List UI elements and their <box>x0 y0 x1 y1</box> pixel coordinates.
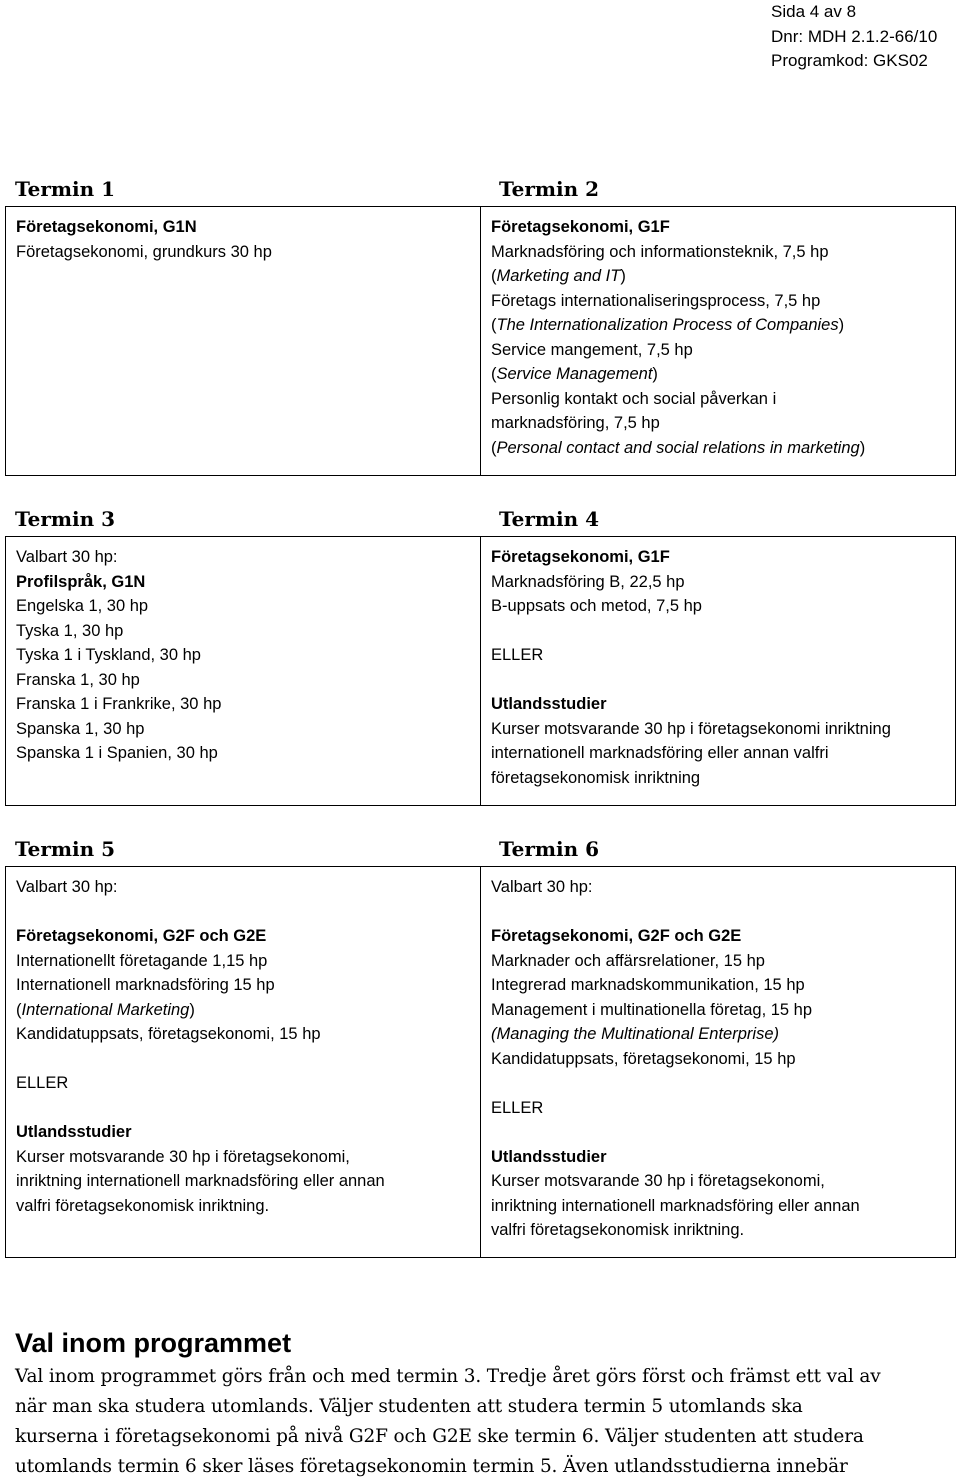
term-4-cell <box>491 545 953 790</box>
column-divider <box>480 867 481 1257</box>
paragraph-line: när man ska studera utomlands. Väljer studenten att studera termin 5 utomlands ska <box>15 1396 803 1417</box>
course-level: Företagsekonomi, G2F och G2E <box>491 927 742 945</box>
document-header <box>771 0 960 70</box>
course-line: Integrerad marknadskommunikation, 15 hp <box>491 976 805 994</box>
paragraph-line: utomlands termin 6 sker läses företagsekonomin termin 5. Även utlandsstudierna innebär <box>15 1456 848 1477</box>
term-1-2-table <box>5 206 956 476</box>
course-line: valfri företagsekonomisk inriktning. <box>16 1196 270 1215</box>
course-line: Kurser motsvarande 30 hp i företagsekonomi inriktning <box>491 719 891 738</box>
course-english-name: (The Internationalization Process of Companies) <box>491 316 845 334</box>
course-line: Engelska 1, 30 hp <box>16 597 149 615</box>
elective-label: Valbart 30 hp: <box>491 878 593 896</box>
study-abroad-heading: Utlandsstudier <box>491 1147 607 1166</box>
course-line: Tyska 1 i Tyskland, 30 hp <box>16 646 201 664</box>
course-english-name: (International Marketing) <box>16 1000 195 1019</box>
section-heading: Val inom programmet <box>15 1328 292 1358</box>
course-line: Marknadsföring och informationsteknik, 7,5 hp <box>491 242 829 261</box>
course-line: internationell marknadsföring eller annan valfri <box>491 744 829 762</box>
course-level: Företagsekonomi, G1F <box>491 218 670 236</box>
paragraph-line: kurserna i företagsekonomi på nivå G2F och G2E ske termin 6. Väljer studenten att studera <box>15 1426 864 1447</box>
or-separator: ELLER <box>491 1098 544 1117</box>
section-body <box>15 1362 953 1482</box>
term-3-cell <box>16 545 471 766</box>
course-line: marknadsföring, 7,5 hp <box>491 414 660 432</box>
course-line: Franska 1, 30 hp <box>16 670 140 689</box>
term-1-cell <box>16 215 471 264</box>
course-line: Marknadsföring B, 22,5 hp <box>491 572 685 591</box>
term-3-4-table <box>5 536 956 806</box>
course-english-name: (Managing the Multinational Enterprise) <box>491 1025 779 1043</box>
course-line: Företagsekonomi, grundkurs 30 hp <box>16 242 272 261</box>
study-abroad-heading: Utlandsstudier <box>491 695 607 713</box>
course-line: Management i multinationella företag, 15 hp <box>491 1000 813 1019</box>
term-5-6-table <box>5 866 956 1258</box>
course-english-name: (Personal contact and social relations in marketing) <box>491 438 866 457</box>
course-english-name: (Service Management) <box>491 365 658 383</box>
course-line: inriktning internationell marknadsföring eller annan <box>16 1172 385 1190</box>
elective-label: Valbart 30 hp: <box>16 548 118 566</box>
term-6-heading: Termin 6 <box>499 837 600 861</box>
course-line: Kurser motsvarande 30 hp i företagsekonomi, <box>491 1172 825 1190</box>
course-line: Service mangement, 7,5 hp <box>491 340 693 359</box>
course-line: B-uppsats och metod, 7,5 hp <box>491 597 702 615</box>
term-6-cell <box>491 875 953 1243</box>
course-level: Företagsekonomi, G2F och G2E <box>16 927 267 945</box>
column-divider <box>480 207 481 475</box>
course-english-name: (Marketing and IT) <box>491 267 626 285</box>
course-line: Spanska 1, 30 hp <box>16 719 145 738</box>
term-5-cell <box>16 875 471 1218</box>
term-1-heading: Termin 1 <box>15 177 116 201</box>
term-2-cell <box>491 215 953 460</box>
or-separator: ELLER <box>491 646 544 664</box>
course-line: Kurser motsvarande 30 hp i företagsekonomi, <box>16 1147 350 1166</box>
paragraph-line: Val inom programmet görs från och med termin 3. Tredje året görs först och främst ett val av <box>15 1366 881 1387</box>
course-line: Internationellt företagande 1,15 hp <box>16 951 268 970</box>
course-line: företagsekonomisk inriktning <box>491 768 701 787</box>
course-level: Företagsekonomi, G1N <box>16 218 197 236</box>
course-line: Internationell marknadsföring 15 hp <box>16 976 275 994</box>
term-2-heading: Termin 2 <box>499 177 600 201</box>
course-line: valfri företagsekonomisk inriktning. <box>491 1221 745 1239</box>
course-line: Spanska 1 i Spanien, 30 hp <box>16 744 218 762</box>
elective-label: Valbart 30 hp: <box>16 878 118 896</box>
course-line: Företags internationaliseringsprocess, 7,5 hp <box>491 291 821 310</box>
document-number: Dnr: MDH 2.1.2-66/10 <box>771 26 938 46</box>
course-level: Företagsekonomi, G1F <box>491 548 670 566</box>
or-separator: ELLER <box>16 1074 69 1092</box>
page-number: Sida 4 av 8 <box>771 2 857 21</box>
study-abroad-heading: Utlandsstudier <box>16 1123 132 1141</box>
column-divider <box>480 537 481 805</box>
term-5-heading: Termin 5 <box>15 837 116 861</box>
term-4-heading: Termin 4 <box>499 507 600 531</box>
course-line: Marknader och affärsrelationer, 15 hp <box>491 951 765 970</box>
program-code: Programkod: GKS02 <box>771 51 928 70</box>
course-line: Kandidatuppsats, företagsekonomi, 15 hp <box>491 1049 796 1068</box>
course-level: Profilspråk, G1N <box>16 572 146 591</box>
course-line: inriktning internationell marknadsföring eller annan <box>491 1196 860 1215</box>
course-line: Personlig kontakt och social påverkan i <box>491 389 777 408</box>
course-line: Franska 1 i Frankrike, 30 hp <box>16 695 222 713</box>
term-3-heading: Termin 3 <box>15 507 116 531</box>
course-line: Kandidatuppsats, företagsekonomi, 15 hp <box>16 1025 321 1043</box>
course-line: Tyska 1, 30 hp <box>16 621 124 640</box>
